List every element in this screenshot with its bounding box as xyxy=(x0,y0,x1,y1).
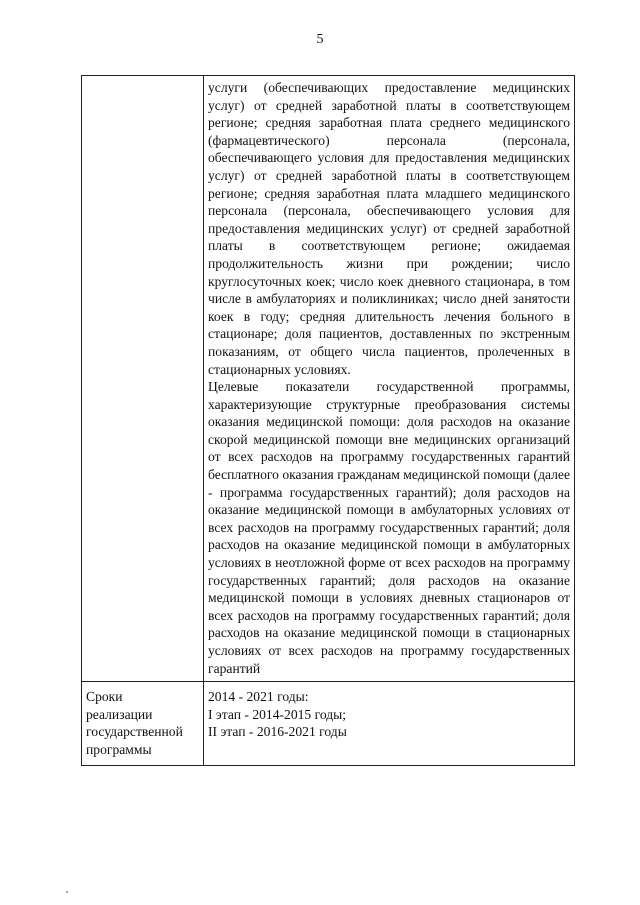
row-label-terms xyxy=(82,682,203,764)
terms-text xyxy=(204,682,574,747)
indicators-text xyxy=(204,76,574,681)
indicators-paragraph: услуги (обеспечивающих предоставление медицинских услуг) от средней заработной платы в соответствующем регионе; средняя заработная плата среднего медицинского (фармацевтического) персонала (персонала, обеспечивающего условия для предоставления медицинских услуг) от средней заработной платы в соответствующем регионе; средняя заработная плата младшего медицинского персонала (персонала, обеспечивающего условия для предоставления медицинских услуг) от средней заработной платы в соответствующем регионе; ожидаемая продолжительность жизни при рождении; число круглосуточных коек; число коек дневного стационара, в том числе в амбулаториях и поликлиниках; число дней занятости коек в году; средняя длительность лечения больного в стационаре; доля пациентов, доставленных по экстренным показаниям, от общего числа пациентов, пролеченных в стационарных условиях. xyxy=(208,80,570,377)
scan-speck xyxy=(66,891,68,893)
table-row xyxy=(82,682,575,765)
target-indicators-paragraph: Целевые показатели государственной программы, характеризующие структурные преобразования системы оказания медицинской помощи: доля расходов на оказание скорой медицинской помощи вне медицинских организаций от всех расходов на программу государственных гарантий бесплатного оказания гражданам медицинской помощи (далее - программа государственных гарантий); доля расходов на оказание медицинской помощи в амбулаторных условиях от всех расходов на программу государственных гарантий; доля расходов на оказание медицинской помощи в амбулаторных условиях в неотложной форме от всех расходов на программу государственных гарантий; доля расходов на оказание медицинской помощи в условиях дневных стационаров от всех расходов на программу государственных гарантий; доля расходов на оказание медицинской помощи в стационарных условиях от всех расходов на программу государственных гарантий xyxy=(208,379,570,676)
term-line: I этап - 2014-2015 годы; xyxy=(208,706,347,722)
row-label xyxy=(82,76,203,83)
term-line: 2014 - 2021 годы: xyxy=(208,689,309,705)
label-line: программы xyxy=(86,741,152,757)
table-row xyxy=(82,76,575,682)
label-line: реализации xyxy=(86,706,153,722)
table-cell-right xyxy=(204,76,575,682)
label-line: государственной xyxy=(86,724,183,740)
table-cell-left xyxy=(82,682,204,765)
passport-table xyxy=(81,75,575,766)
label-line: Сроки xyxy=(86,689,123,705)
page-number: 5 xyxy=(316,32,324,47)
table-cell-left xyxy=(82,76,204,682)
term-line: II этап - 2016-2021 годы xyxy=(208,724,347,740)
table-cell-right xyxy=(204,682,575,765)
